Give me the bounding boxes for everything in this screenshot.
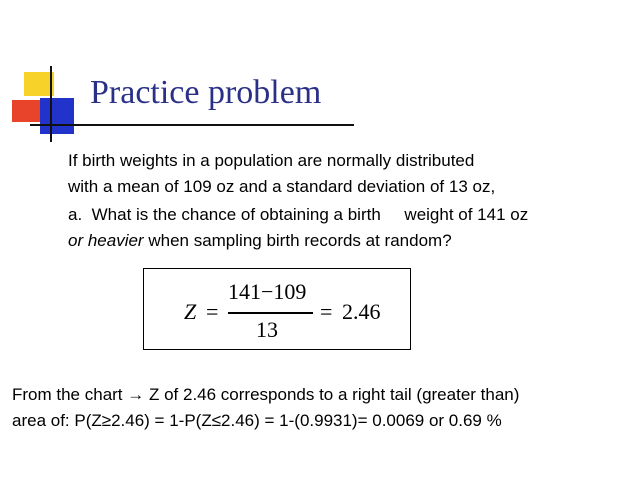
- formula-box: [143, 268, 411, 350]
- question-line-2-rest: when sampling birth records at random?: [143, 231, 452, 250]
- conclusion-line-1: [12, 382, 519, 408]
- conclusion-end: Z of 2.46 corresponds to a right tail (greater than): [144, 385, 520, 404]
- question-line-1: a. What is the chance of obtaining a birth weight of 141 oz: [68, 205, 529, 224]
- conclusion-line-2: area of: P(Z≥2.46) = 1-P(Z≤2.46) = 1-(0.9931)= 0.0069 or 0.69 %: [12, 411, 502, 430]
- question-line-2: [68, 228, 528, 254]
- formula-equals-1: =: [206, 299, 219, 324]
- fraction-bar: [228, 312, 313, 314]
- decor-vertical-line: [50, 66, 52, 142]
- decor-blue-block: [40, 98, 74, 134]
- slide-title: Practice problem: [90, 74, 322, 111]
- formula-numerator: 141−109: [228, 279, 307, 304]
- formula-result: 2.46: [342, 299, 381, 324]
- formula-equals-2: =: [320, 299, 333, 324]
- question-emphasis: or heavier: [68, 231, 144, 250]
- intro-line-1: If birth weights in a population are normally distributed: [68, 151, 475, 170]
- intro-line-2: with a mean of 109 oz and a standard deviation of 13 oz,: [68, 177, 496, 196]
- decor-red-block: [12, 100, 42, 122]
- formula-variable: Z: [184, 299, 197, 324]
- intro-paragraph: [68, 148, 495, 200]
- title-underline: [30, 124, 354, 126]
- arrow-icon: →: [127, 385, 145, 404]
- conclusion-start: From the chart: [12, 385, 128, 404]
- question-paragraph: [68, 202, 528, 254]
- formula-denominator: 13: [256, 317, 278, 342]
